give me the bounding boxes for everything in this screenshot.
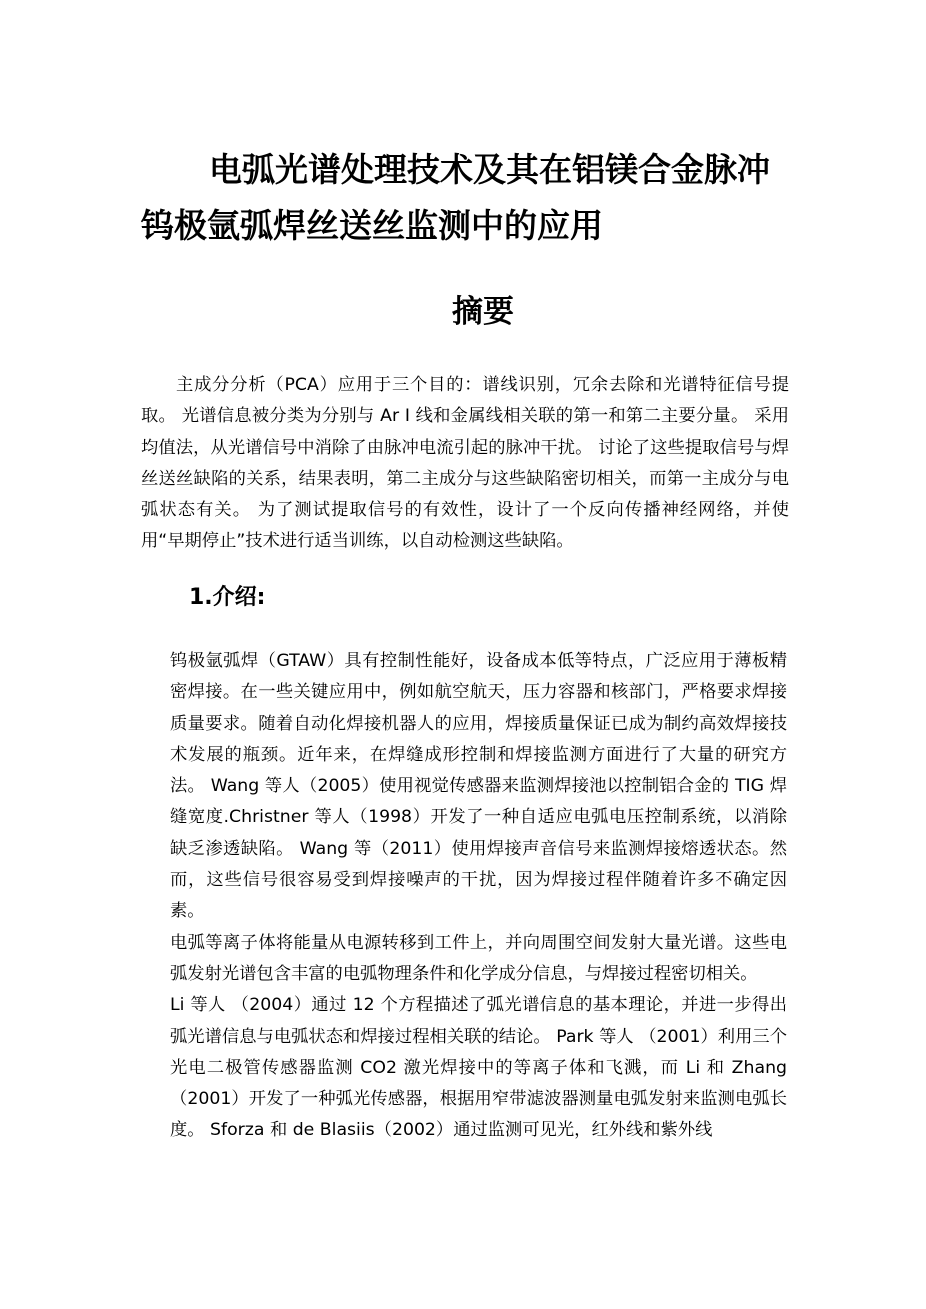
document-title: 电弧光谱处理技术及其在铝镁合金脉冲钨极氩弧焊丝送丝监测中的应用: [141, 150, 770, 245]
abstract-heading: 摘要: [452, 294, 514, 330]
section-heading-introduction: 1.介绍:: [189, 585, 266, 610]
body-paragraph: 钨极氩弧焊（GTAW）具有控制性能好，设备成本低等特点，广泛应用于薄板精密焊接。在一些关键应用中，例如航空航天，压力容器和核部门，严格要求焊接质量要求。随着自动化焊接机器人的应用，焊接质量保证已成为制约高效焊接技术发展的瓶颈。近年来，在焊缝成形控制和焊接监测方面进行了大量的研究方法。 Wang 等人（2005）使用视觉传感器来监测焊接池以控制铝合金的 TIG 焊缝宽度.Christner 等人（1998）开发了一种自适应电弧电压控制系统，以消除缺乏渗透缺陷。 Wang 等（2011）使用焊接声音信号来监测焊接熔透状态。然而，这些信号很容易受到焊接噪声的干扰，因为焊接过程伴随着许多不确定因素。: [170, 651, 787, 922]
body-paragraph: Li 等人 （2004）通过 12 个方程描述了弧光谱信息的基本理论，并进一步得出弧光谱信息与电弧状态和焊接过程相关联的结论。 Park 等人 （2001）利用三个光电二极管传感器监测 CO2 激光焊接中的等离子体和飞溅，而 Li 和 Zhang（2001）开发了一种弧光传感器，根据用窄带滤波器测量电弧发射来监测电弧长度。 Sforza 和 de Blasiis（2002）通过监测可见光，红外线和紫外线: [170, 995, 787, 1141]
abstract-paragraph: 主成分分析（PCA）应用于三个目的：谱线识别，冗余去除和光谱特征信号提取。 光谱信息被分类为分别与 Ar I 线和金属线相关联的第一和第二主要分量。 采用均值法，从光谱信号中消除了由脉冲电流引起的脉冲干扰。 讨论了这些提取信号与焊丝送丝缺陷的关系，结果表明，第二主成分与这些缺陷密切相关，而第一主成分与电弧状态有关。 为了测试提取信号的有效性，设计了一个反向传播神经网络，并使用“早期停止”技术进行适当训练，以自动检测这些缺陷。: [141, 375, 789, 552]
body-paragraph: 电弧等离子体将能量从电源转移到工件上，并向周围空间发射大量光谱。这些电弧发射光谱包含丰富的电弧物理条件和化学成分信息，与焊接过程密切相关。: [170, 932, 787, 984]
introduction-body: [170, 646, 787, 1147]
